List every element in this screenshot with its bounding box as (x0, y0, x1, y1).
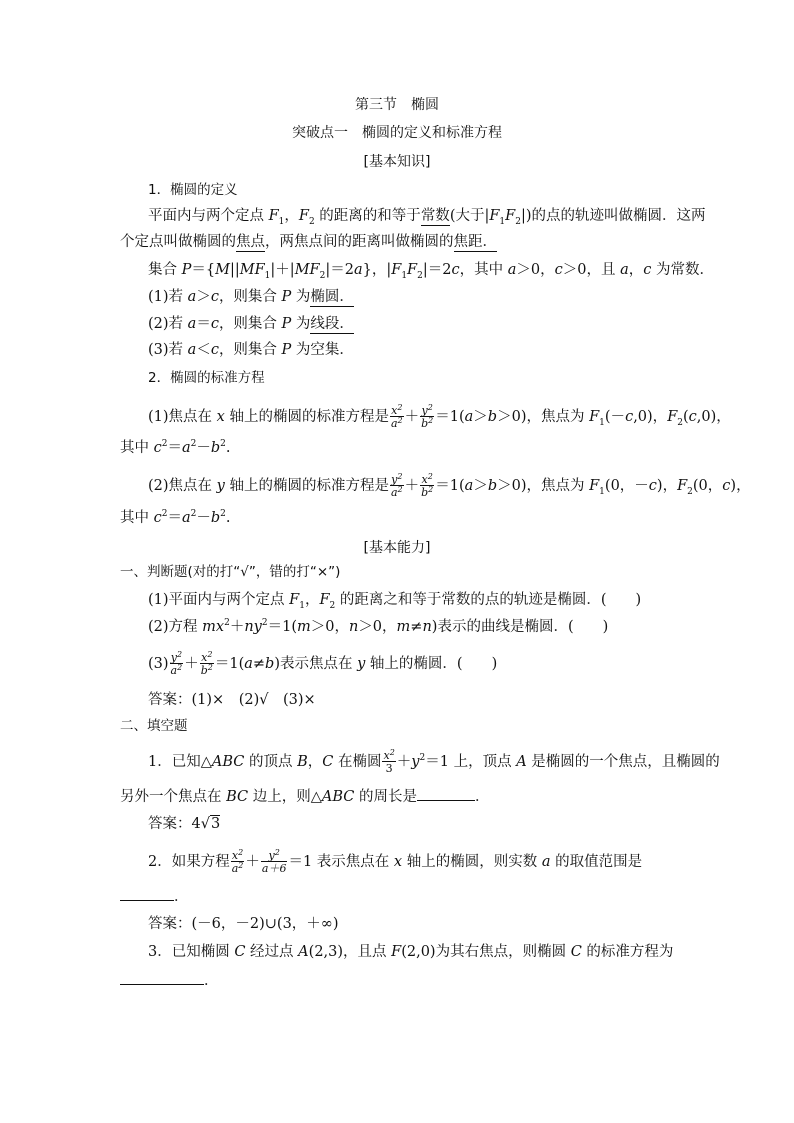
definition-heading: 1．椭圆的定义 (148, 182, 238, 198)
standard-equation-x-note: 其中 $c^2=a^2-b^2$. (120, 439, 231, 456)
fill-answer-2: 答案：(－6，－2)∪(3，＋∞) (148, 916, 339, 932)
basic-ability-heading: [基本能力] (363, 540, 431, 556)
set-definition: 集合 $P=\{M||MF_1|+|MF_2|=2a\}$，$|F_1F_2|=2c$，其中 a＞0，c＞0，且 a，c 为常数． (148, 262, 714, 281)
fill-question-2-cont: ． (120, 886, 189, 907)
definition-line-1: 平面内与两个定点 $F_1$，$F_2$ 的距离的和等于常数(大于$|F_1F_2|$)的点的轨迹叫做椭圆．这两 (148, 208, 706, 227)
case-3: (3)若 a＜c，则集合 P 为空集． (148, 342, 354, 358)
fill-answer-1: 答案：4√3 (148, 816, 221, 832)
judge-item-3: (3) $\frac{y^2}{a^2}$ ＋ $\frac{x^2}{b^2}$ ＝1(a≠b)表示焦点在 y 轴上的椭圆．( ) (148, 650, 498, 677)
fill-heading: 二、填空题 (120, 718, 188, 734)
definition-line-2: 个定点叫做椭圆的焦点，两焦点间的距离叫做椭圆的焦距． (120, 234, 497, 250)
point-title: 突破点一 椭圆的定义和标准方程 (292, 125, 502, 141)
judge-item-2: (2)方程 $mx^2+ny^2=1(m>0$，n＞0，m≠n)表示的曲线是椭圆．( ) (148, 618, 609, 635)
judge-item-1: (1)平面内与两个定点 $F_1$，$F_2$ 的距离之和等于常数的点的轨迹是椭圆．( ) (148, 592, 642, 611)
fill-question-2: 2．如果方程 $\frac{x^2}{a^2}$ ＋ $\frac{y^2}{a+6}$ ＝1 表示焦点在 x 轴上的椭圆，则实数 a 的取值范围是 (148, 848, 643, 875)
standard-equation-x: (1)焦点在 x 轴上的椭圆的标准方程是 $\frac{x^2}{a^2}$ ＋ $\frac{y^2}{b^2}$ ＝1(a＞b＞0)，焦点为 $F_1(-c,0)$，$F_2(c,0)$， (148, 403, 731, 430)
standard-equation-y-note: 其中 $c^2=a^2-b^2$. (120, 509, 231, 526)
judge-heading: 一、判断题(对的打“√”，错的打“×”) (120, 564, 341, 580)
section-title: 第三节 椭圆 (355, 97, 439, 113)
fill-question-3: 3．已知椭圆 C 经过点 A(2,3)，且点 F(2,0)为其右焦点，则椭圆 C 的标准方程为 (148, 944, 674, 960)
judge-answers: 答案：(1)× (2)√ (3)× (148, 692, 316, 708)
standard-equation-heading: 2．椭圆的标准方程 (148, 370, 265, 386)
fill-question-1-cont: 另外一个焦点在 BC 边上，则△ABC 的周长是 ． (120, 786, 490, 807)
standard-equation-y: (2)焦点在 y 轴上的椭圆的标准方程是 $\frac{y^2}{a^2}$ ＋ $\frac{x^2}{b^2}$ ＝1(a＞b＞0)，焦点为 $F_1(0$，－c)，$F_2(0$，c)， (148, 472, 751, 499)
basic-knowledge-heading: [基本知识] (363, 154, 431, 170)
case-2: (2)若 a＝c，则集合 P 为线段． (148, 316, 354, 332)
case-1: (1)若 a＞c，则集合 P 为椭圆． (148, 289, 354, 305)
fill-question-3-cont: ． (120, 970, 219, 991)
fill-question-1: 1．已知△ABC 的顶点 B，C 在椭圆 $\frac{x^2}{3}$ $+y^2=1$ 上，顶点 A 是椭圆的一个焦点，且椭圆的 (148, 748, 720, 775)
